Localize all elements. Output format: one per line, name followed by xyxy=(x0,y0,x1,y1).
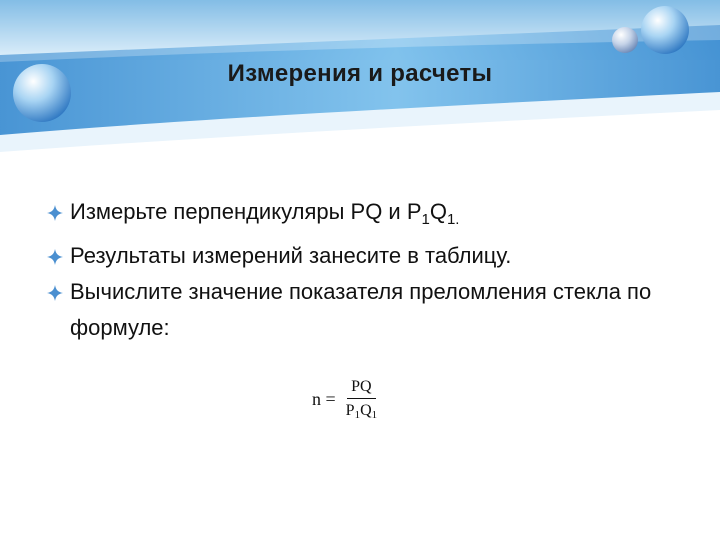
formula-lhs: n = xyxy=(312,389,336,409)
bullet-list xyxy=(46,194,696,346)
refraction-formula xyxy=(312,378,381,421)
list-item xyxy=(46,274,696,346)
diamond-bullet-icon xyxy=(46,284,64,302)
item-subscript: 1 xyxy=(421,211,430,228)
orb-left xyxy=(13,64,71,122)
slide-title: Измерения и расчеты xyxy=(227,60,493,87)
orb-right-small xyxy=(612,27,638,53)
orb-right-large xyxy=(641,6,689,54)
denominator-q: Q xyxy=(360,402,372,419)
denominator-subscript: 1 xyxy=(371,409,378,421)
denominator-p: P xyxy=(345,402,355,419)
item-text-mid: Q xyxy=(429,199,447,224)
formula-denominator xyxy=(342,399,381,421)
item-subscript: 1. xyxy=(446,211,460,228)
diamond-bullet-icon xyxy=(46,204,64,222)
formula-fraction xyxy=(342,378,381,421)
denominator-subscript: 1 xyxy=(354,409,361,421)
item-text: Измерьте перпендикуляры PQ и P xyxy=(70,199,422,224)
item-text: Вычислите значение показателя преломления стекла по формуле: xyxy=(70,279,652,340)
formula-numerator: PQ xyxy=(347,378,375,399)
diamond-bullet-icon xyxy=(46,248,64,266)
list-item xyxy=(46,238,696,274)
item-text: Результаты измерений занесите в таблицу. xyxy=(70,243,512,268)
list-item xyxy=(46,194,696,238)
